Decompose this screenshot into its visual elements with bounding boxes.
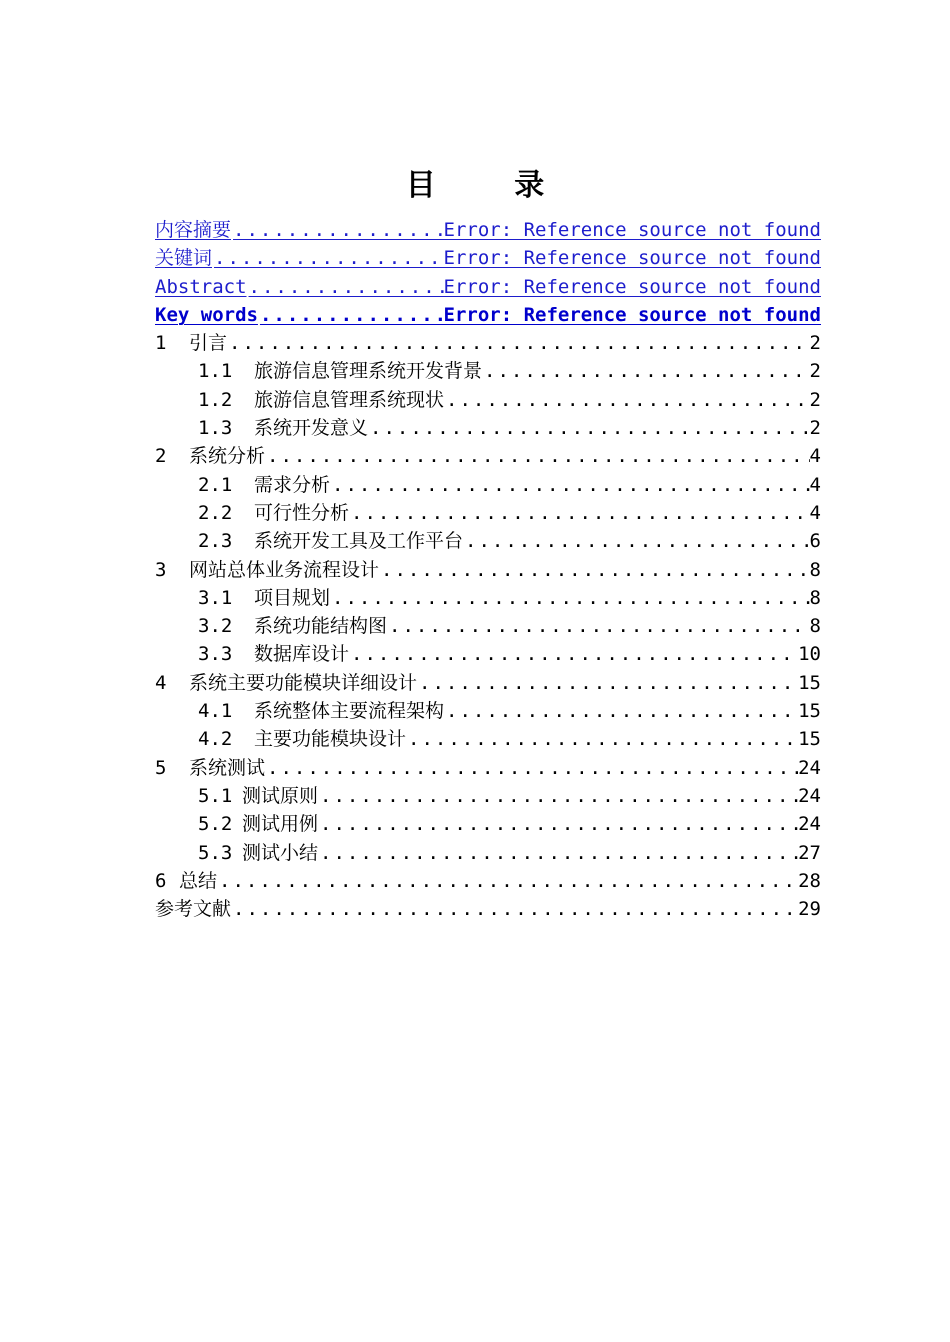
toc-entry bbox=[155, 442, 821, 470]
toc-entry-page: 2 bbox=[809, 360, 821, 383]
toc-entry-number: 3.3 bbox=[198, 643, 233, 666]
toc-entry-title: 测试用例 bbox=[242, 813, 319, 836]
toc-entry-number: 3.1 bbox=[198, 586, 233, 609]
toc-entry-page: 2 bbox=[809, 417, 821, 440]
toc-entry-number: 5.2 bbox=[198, 813, 233, 836]
toc-entry-title: 可行性分析 bbox=[254, 501, 350, 524]
toc-entry[interactable] bbox=[155, 273, 821, 301]
toc-entry bbox=[155, 556, 821, 584]
table-of-contents bbox=[155, 216, 821, 923]
toc-entry-title: 系统功能结构图 bbox=[254, 615, 388, 638]
toc-entry bbox=[155, 329, 821, 357]
toc-entry-page: 27 bbox=[798, 841, 821, 864]
toc-entry-number: 3.2 bbox=[198, 615, 233, 638]
toc-entry-page: 28 bbox=[798, 869, 821, 892]
toc-entry bbox=[155, 895, 821, 923]
toc-leader-dots bbox=[265, 442, 810, 470]
toc-leader-dots bbox=[217, 867, 798, 895]
toc-entry-title: 关键词 bbox=[155, 247, 213, 270]
toc-entry-number: 1.2 bbox=[198, 388, 233, 411]
toc-entry-title: Key words bbox=[155, 303, 258, 326]
toc-leader-dots bbox=[417, 669, 798, 697]
toc-entry bbox=[155, 782, 821, 810]
page-title: 目 录 bbox=[405, 168, 579, 203]
toc-leader-dots bbox=[265, 754, 798, 782]
toc-entry-title: 主要功能模块设计 bbox=[254, 728, 407, 751]
toc-entry-number: 2.1 bbox=[198, 473, 233, 496]
toc-entry-title: 系统测试 bbox=[189, 756, 266, 779]
toc-leader-dots bbox=[231, 895, 798, 923]
toc-leader-dots bbox=[231, 216, 443, 244]
toc-entry-page: Error: Reference source not found bbox=[443, 219, 821, 241]
toc-entry bbox=[155, 810, 821, 838]
toc-leader-dots bbox=[463, 527, 810, 555]
toc-entry-page: Error: Reference source not found bbox=[443, 303, 821, 326]
toc-leader-dots bbox=[368, 414, 810, 442]
toc-entry bbox=[155, 839, 821, 867]
toc-entry bbox=[155, 640, 821, 668]
toc-entry-number: 1.1 bbox=[198, 360, 233, 383]
toc-entry-title: 测试小结 bbox=[242, 841, 319, 864]
toc-entry-title: 系统整体主要流程架构 bbox=[254, 700, 445, 723]
toc-entry-page: 4 bbox=[809, 473, 821, 496]
toc-entry-number: 4.2 bbox=[198, 728, 233, 751]
toc-leader-dots bbox=[349, 499, 810, 527]
toc-leader-dots bbox=[379, 556, 810, 584]
toc-entry bbox=[155, 725, 821, 753]
toc-entry-title: 测试原则 bbox=[242, 784, 319, 807]
toc-entry bbox=[155, 357, 821, 385]
toc-entry-number: 3 bbox=[155, 558, 167, 581]
toc-entry-page: 10 bbox=[798, 643, 821, 666]
toc-entry-page: 8 bbox=[809, 558, 821, 581]
toc-entry-page: 4 bbox=[809, 501, 821, 524]
toc-entry-title: 内容摘要 bbox=[155, 219, 232, 241]
toc-entry-number: 2 bbox=[155, 445, 167, 468]
toc-leader-dots bbox=[444, 697, 798, 725]
toc-leader-dots bbox=[212, 244, 443, 272]
toc-leader-dots bbox=[318, 839, 798, 867]
toc-entry-title: 数据库设计 bbox=[254, 643, 350, 666]
toc-entry-page: 15 bbox=[798, 700, 821, 723]
toc-entry-page: 2 bbox=[809, 388, 821, 411]
toc-entry-page: 24 bbox=[798, 756, 821, 779]
toc-entry-number: 2.2 bbox=[198, 501, 233, 524]
toc-entry bbox=[155, 754, 821, 782]
toc-entry bbox=[155, 584, 821, 612]
toc-entry-title: 引言 bbox=[189, 332, 228, 355]
toc-entry bbox=[155, 414, 821, 442]
toc-entry-page: 24 bbox=[798, 784, 821, 807]
toc-entry-title: 总结 bbox=[179, 869, 218, 892]
toc-entry bbox=[155, 386, 821, 414]
toc-entry[interactable] bbox=[155, 216, 821, 244]
toc-leader-dots bbox=[330, 471, 810, 499]
toc-entry-title: 网站总体业务流程设计 bbox=[189, 558, 380, 581]
toc-entry bbox=[155, 471, 821, 499]
toc-entry-title: 系统开发工具及工作平台 bbox=[254, 530, 464, 553]
toc-entry bbox=[155, 867, 821, 895]
toc-leader-dots bbox=[318, 810, 798, 838]
toc-entry-page: 15 bbox=[798, 671, 821, 694]
toc-leader-dots bbox=[330, 584, 810, 612]
toc-entry-number: 1.3 bbox=[198, 417, 233, 440]
toc-entry-page: Error: Reference source not found bbox=[443, 247, 821, 270]
toc-entry[interactable] bbox=[155, 244, 821, 272]
toc-entry-page: 24 bbox=[798, 813, 821, 836]
toc-entry-page: 6 bbox=[809, 530, 821, 553]
toc-entry-title: 系统主要功能模块详细设计 bbox=[189, 671, 418, 694]
toc-leader-dots bbox=[387, 612, 810, 640]
toc-entry-title: 项目规划 bbox=[254, 586, 331, 609]
toc-leader-dots bbox=[444, 386, 810, 414]
toc-entry-number: 5.3 bbox=[198, 841, 233, 864]
toc-entry-page: 2 bbox=[809, 332, 821, 355]
toc-entry-page: 8 bbox=[809, 615, 821, 638]
toc-entry bbox=[155, 499, 821, 527]
toc-entry-page: 4 bbox=[809, 445, 821, 468]
toc-entry[interactable] bbox=[155, 301, 821, 329]
toc-entry bbox=[155, 527, 821, 555]
toc-entry-number: 2.3 bbox=[198, 530, 233, 553]
toc-leader-dots bbox=[482, 357, 810, 385]
toc-leader-dots bbox=[227, 329, 810, 357]
toc-leader-dots bbox=[247, 273, 444, 301]
toc-entry-page: Error: Reference source not found bbox=[443, 275, 821, 298]
toc-leader-dots bbox=[318, 782, 798, 810]
toc-entry-page: 29 bbox=[798, 898, 821, 921]
toc-leader-dots bbox=[258, 301, 444, 329]
toc-entry-title: 系统分析 bbox=[189, 445, 266, 468]
toc-entry-title: 系统开发意义 bbox=[254, 417, 369, 440]
toc-entry bbox=[155, 669, 821, 697]
toc-entry bbox=[155, 612, 821, 640]
toc-entry-number: 1 bbox=[155, 332, 167, 355]
toc-leader-dots bbox=[349, 640, 798, 668]
toc-entry-number: 4.1 bbox=[198, 700, 233, 723]
toc-entry-title: 参考文献 bbox=[155, 898, 232, 921]
toc-entry-number: 4 bbox=[155, 671, 167, 694]
toc-entry-number: 5 bbox=[155, 756, 167, 779]
toc-entry-title: 旅游信息管理系统现状 bbox=[254, 388, 445, 411]
toc-entry-page: 8 bbox=[809, 586, 821, 609]
toc-entry-title: 需求分析 bbox=[254, 473, 331, 496]
toc-entry bbox=[155, 697, 821, 725]
toc-leader-dots bbox=[406, 725, 798, 753]
toc-entry-title: 旅游信息管理系统开发背景 bbox=[254, 360, 483, 383]
toc-entry-title: Abstract bbox=[155, 275, 247, 298]
toc-entry-page: 15 bbox=[798, 728, 821, 751]
toc-entry-number: 6 bbox=[155, 869, 167, 892]
toc-entry-number: 5.1 bbox=[198, 784, 233, 807]
